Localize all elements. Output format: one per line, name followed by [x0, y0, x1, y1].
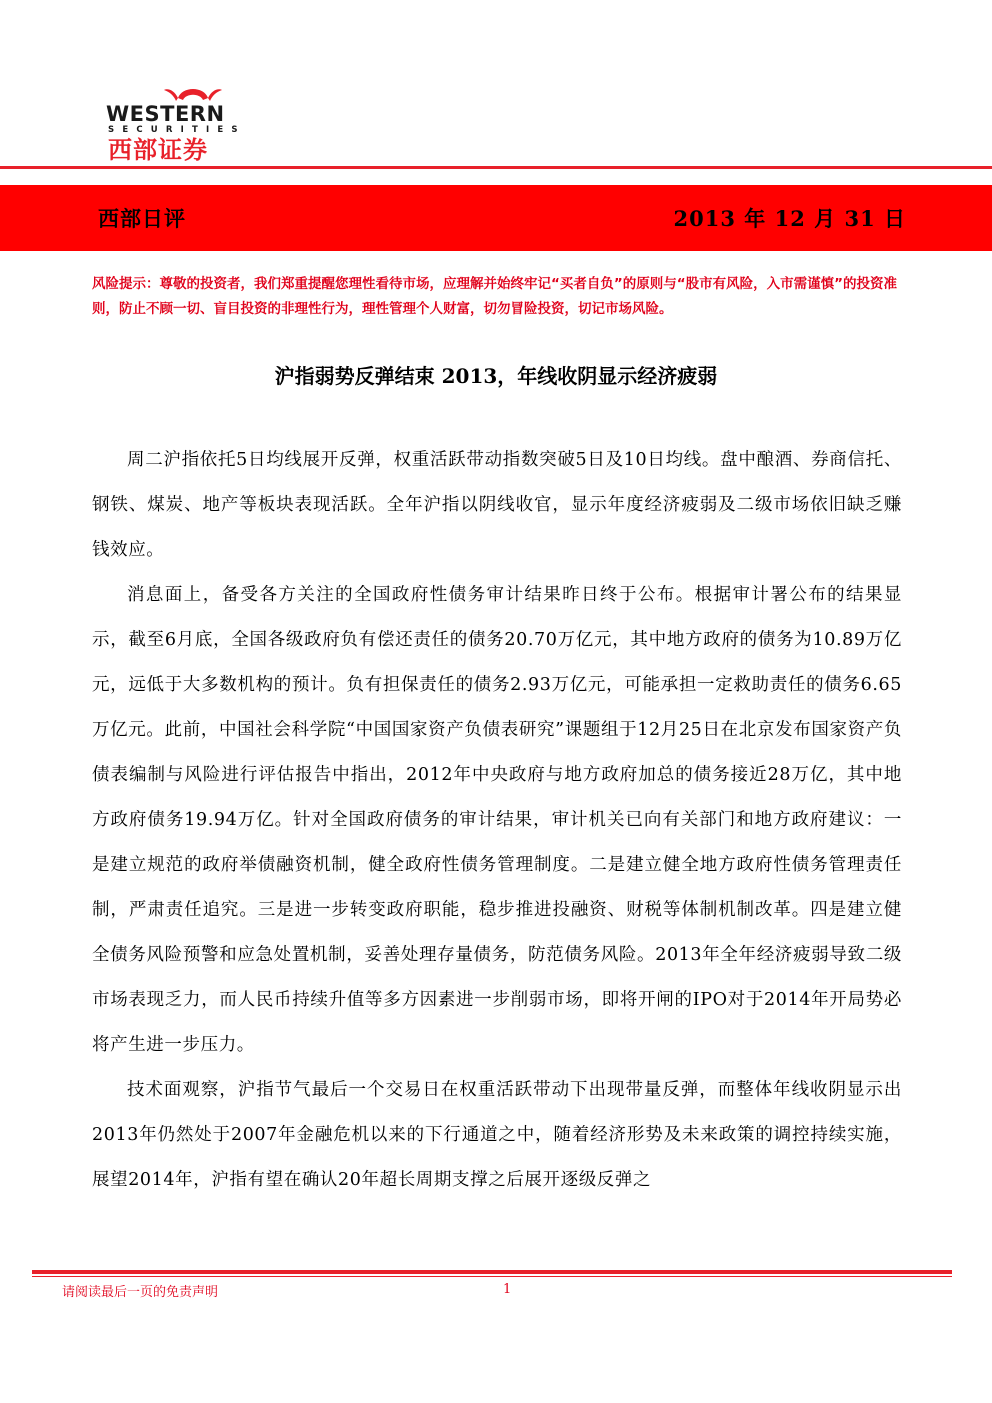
footer-rule: [32, 1270, 952, 1274]
footer-rule-thin: [32, 1276, 952, 1277]
report-series-label: 西部日评: [98, 206, 186, 231]
paragraph: 周二沪指依托5日均线展开反弹，权重活跃带动指数突破5日及10日均线。盘中酿酒、券商信托、钢铁、煤炭、地产等板块表现活跃。全年沪指以阴线收官，显示年度经济疲弱及二级市场依旧缺乏赚钱效应。: [92, 450, 902, 560]
disclaimer-link[interactable]: 请阅读最后一页的免责声明: [62, 1285, 219, 1300]
svg-text:SECURITIES: SECURITIES: [108, 125, 246, 135]
article-title: 沪指弱势反弹结束 2013，年线收阴显示经济疲弱: [274, 364, 718, 388]
report-date: 2013 年 12 月 31 日: [673, 206, 906, 231]
article-body: [92, 438, 902, 1203]
svg-text:西部证券: 西部证券: [108, 136, 208, 164]
logo-graphic: [104, 84, 280, 164]
paragraph: 消息面上，备受各方关注的全国政府性债务审计结果昨日终于公布。根据审计署公布的结果显示，截至6月底，全国各级政府负有偿还责任的债务20.70万亿元，其中地方政府的债务为10.89万亿元，远低于大多数机构的预计。负有担保责任的债务2.93万亿元，可能承担一定救助责任的债务6.65万亿元。此前，中国社会科学院“中国国家资产负债表研究”课题组于12月25日在北京发布国家资产负债表编制与风险进行评估报告中指出，2012年中央政府与地方政府加总的债务接近28万亿，其中地方政府债务19.94万亿。针对全国政府债务的审计结果，审计机关已向有关部门和地方政府建议：一是建立规范的政府举债融资机制，健全政府性债务管理制度。二是建立健全地方政府性债务管理责任制，严肃责任追究。三是进一步转变政府职能，稳步推进投融资、财税等体制机制改革。四是建立健全债务风险预警和应急处置机制，妥善处理存量债务，防范债务风险。2013年全年经济疲弱导致二级市场表现乏力，而人民币持续升值等多方因素进一步削弱市场，即将开闸的IPO对于2014年开局势必将产生进一步压力。: [92, 585, 902, 1055]
risk-notice: 风险提示：尊敬的投资者，我们郑重提醒您理性看待市场，应理解并始终牢记“买者自负”的原则与“股市有风险，入市需谨慎”的投资准则，防止不顾一切、盲目投资的非理性行为，理性管理个人财富，切勿冒险投资，切记市场风险。: [92, 276, 897, 317]
page-number: 1: [503, 1282, 512, 1297]
svg-text:WESTERN: WESTERN: [106, 102, 225, 126]
paragraph: 技术面观察，沪指节气最后一个交易日在权重活跃带动下出现带量反弹，而整体年线收阴显示出2013年仍然处于2007年金融危机以来的下行通道之中，随着经济形势及未来政策的调控持续实施，展望2014年，沪指有望在确认20年超长周期支撑之后展开逐级反弹之: [92, 1080, 902, 1190]
western-securities-logo: [104, 84, 280, 164]
header-rule: [0, 166, 992, 169]
title-banner: [0, 185, 992, 251]
